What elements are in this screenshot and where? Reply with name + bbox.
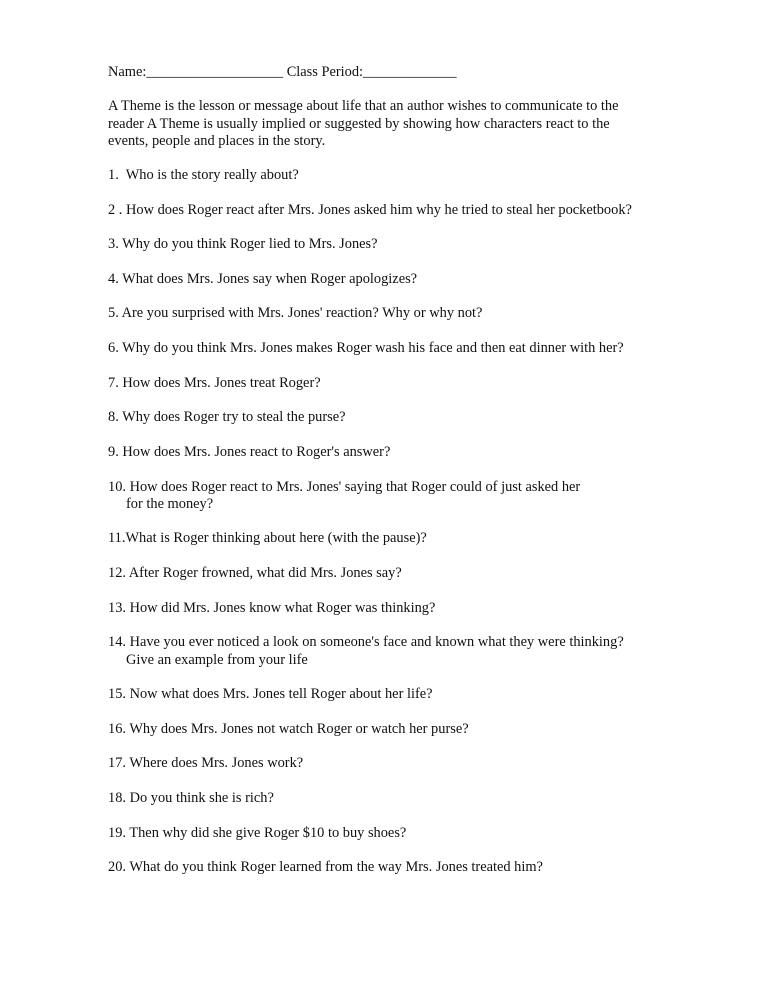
intro-line-2: reader A Theme is usually implied or suggested by showing how characters react to the: [108, 116, 610, 132]
class-period-label: Class Period:: [286, 64, 364, 80]
question-3: 3. Why do you think Roger lied to Mrs. Jones?: [108, 236, 378, 252]
question-10: 10. How does Roger react to Mrs. Jones' saying that Roger could of just asked her: [108, 479, 581, 495]
question-2: 2 . How does Roger react after Mrs. Jones asked him why he tried to steal her pocketbook?: [108, 202, 632, 218]
name-blank: ___________________: [146, 64, 284, 80]
name-label: Name:: [108, 64, 147, 80]
question-1: 1. Who is the story really about?: [108, 167, 299, 183]
question-19: 19. Then why did she give Roger $10 to buy shoes?: [108, 825, 407, 841]
intro-line-1: A Theme is the lesson or message about life that an author wishes to communicate to the: [108, 98, 619, 114]
question-16: 16. Why does Mrs. Jones not watch Roger or watch her purse?: [108, 721, 469, 737]
question-8: 8. Why does Roger try to steal the purse?: [108, 409, 346, 425]
question-14-continued: Give an example from your life: [126, 652, 308, 668]
question-6: 6. Why do you think Mrs. Jones makes Roger wash his face and then eat dinner with her?: [108, 340, 624, 356]
question-12: 12. After Roger frowned, what did Mrs. Jones say?: [108, 565, 402, 581]
question-11: 11.What is Roger thinking about here (with the pause)?: [108, 530, 427, 546]
question-18: 18. Do you think she is rich?: [108, 790, 274, 806]
header-line: [108, 64, 457, 81]
question-4: 4. What does Mrs. Jones say when Roger apologizes?: [108, 271, 418, 287]
question-7: 7. How does Mrs. Jones treat Roger?: [108, 375, 321, 391]
question-13: 13. How did Mrs. Jones know what Roger was thinking?: [108, 600, 436, 616]
question-9: 9. How does Mrs. Jones react to Roger's answer?: [108, 444, 391, 460]
question-10-continued: for the money?: [126, 496, 214, 512]
question-17: 17. Where does Mrs. Jones work?: [108, 755, 304, 771]
intro-line-3: events, people and places in the story.: [108, 133, 326, 149]
question-20: 20. What do you think Roger learned from the way Mrs. Jones treated him?: [108, 859, 543, 875]
question-5: 5. Are you surprised with Mrs. Jones' reaction? Why or why not?: [108, 305, 483, 321]
class-period-blank: _____________: [363, 64, 457, 80]
question-15: 15. Now what does Mrs. Jones tell Roger about her life?: [108, 686, 433, 702]
question-14: 14. Have you ever noticed a look on someone's face and known what they were thinking?: [108, 634, 624, 650]
